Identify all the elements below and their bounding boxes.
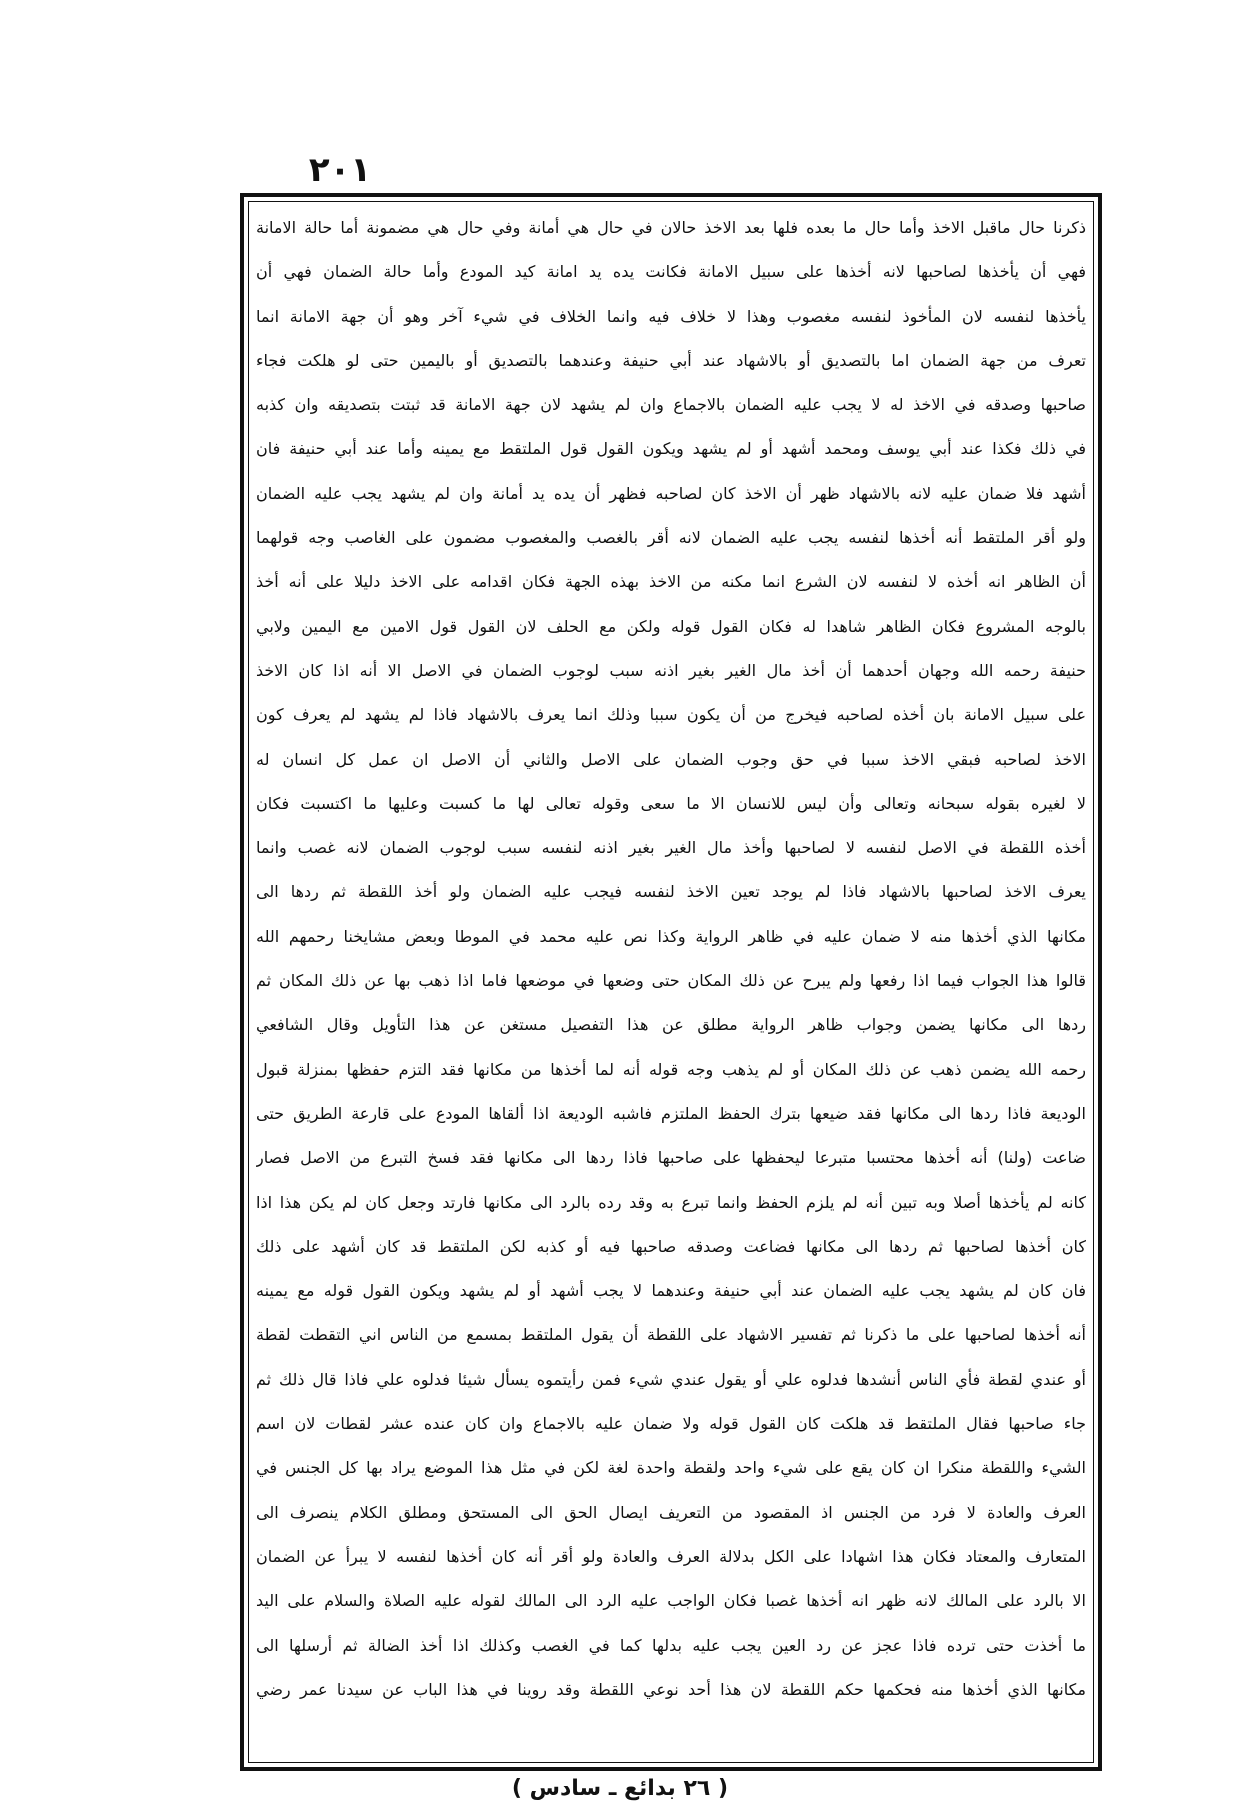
text-line: تعرف من جهة الضمان اما بالتصديق أو بالاشهاد عند أبي حنيفة وعندهما بالتصديق أو باليمين حتى لو هلكت فجاء bbox=[256, 350, 1086, 370]
text-line: ضاعت (ولنا) أنه أخذها محتسبا متبرعا ليحفظها على صاحبها فاذا ردها الى مكانها فقد فسخ التبرع من الاصل فصار bbox=[256, 1148, 1086, 1168]
text-line: بالوجه المشروع فكان الظاهر شاهدا له فكان القول قوله ولكن مع الحلف لان القول قول الامين مع اليمين ولابي bbox=[256, 616, 1086, 636]
text-line: العرف والعادة لا فرد من الجنس اذ المقصود من التعريف ايصال الحق الى المستحق ومطلق الكلام ينصرف الى bbox=[256, 1502, 1086, 1522]
text-line: ولو أقر الملتقط أنه أخذها لنفسه يجب عليه الضمان لانه أقر بالغصب والمغصوب مضمون على الغاصب وجه قولهما bbox=[256, 528, 1086, 548]
text-line: الاخذ لصاحبه فبقي الاخذ سببا في حق وجوب الضمان على الاصل والثاني أن الاصل ان عمل كل انسان له bbox=[256, 749, 1086, 769]
text-line: أو عندي لقطة فأي الناس أنشدها فدلوه علي أو يقول عندي شيء فمن رأيتموه يسأل شيئا فدلوه علي فاذا قال ذلك ثم bbox=[256, 1369, 1086, 1389]
text-line: أنه أخذها لصاحبها على ما ذكرنا ثم تفسير الاشهاد على اللقطة أن يقول الملتقط بمسمع من الناس اني التقطت لقطة bbox=[256, 1325, 1086, 1345]
text-line: قالوا هذا الجواب فيما اذا رفعها ولم يبرح عن ذلك المكان حتى وضعها في موضعها فاما اذا ذهب بها عن ذلك المكان ثم bbox=[256, 971, 1086, 991]
text-line: أن الظاهر انه أخذه لا لنفسه لان الشرع انما مكنه من الاخذ بهذه الجهة فكان اقدامه على الاخذ دليلا على أنه أخذ bbox=[256, 572, 1086, 592]
text-line: الوديعة فاذا ردها الى مكانها فقد ضيعها بترك الحفظ الملتزم فاشبه الوديعة اذا ألقاها المودع على قارعة الطريق حتى bbox=[256, 1103, 1086, 1123]
text-line: في ذلك فكذا عند أبي يوسف ومحمد أشهد أو لم يشهد ويكون القول قول الملتقط مع يمينه وأما عند أبي حنيفة فان bbox=[256, 439, 1086, 459]
text-line: الشيء واللقطة منكرا ان كان يقع على شيء واحد ولقطة واحدة لغة لكن في مثل هذا الموضع يراد بها كل الجنس في bbox=[256, 1458, 1086, 1478]
text-line: يعرف الاخذ لصاحبها بالاشهاد فاذا لم يوجد تعين الاخذ لنفسه فيجب عليه الضمان ولو أخذ اللقطة ثم ردها الى bbox=[256, 882, 1086, 902]
text-line: كان أخذها لصاحبها ثم ردها الى مكانها فضاعت وصدقه صاحبها فيه أو كذبه لكن الملتقط قد كان أشهد على ذلك bbox=[256, 1236, 1086, 1256]
text-line: لا لغيره بقوله سبحانه وتعالى وأن ليس للانسان الا ما سعى وقوله تعالى لها ما كسبت وعليها ما اكتسبت فكان bbox=[256, 793, 1086, 813]
text-line: رحمه الله يضمن ذهب عن ذلك المكان أو لم يذهب وجه قوله أنه لما أخذها من مكانها فقد التزم حفظها بمنزلة قبول bbox=[256, 1059, 1086, 1079]
text-line: المتعارف والمعتاد فكان هذا اشهادا على الكل بدلالة العرف والعادة ولو أقر أنه كان أخذها لنفسه لا يبرأ عن الضمان bbox=[256, 1546, 1086, 1566]
text-line: أخذه اللقطة في الاصل لنفسه لا لصاحبها وأخذ مال الغير بغير اذنه لنفسه سبب لوجوب الضمان لانه غصب وانما bbox=[256, 838, 1086, 858]
text-line: يأخذها لنفسه لان المأخوذ لنفسه مغصوب وهذا لا خلاف فيه وانما الخلاف في شيء آخر وهو أن جهة الامانة انما bbox=[256, 306, 1086, 326]
text-line: أشهد فلا ضمان عليه لانه بالاشهاد ظهر أن الاخذ كان لصاحبه فظهر أن يده يد أمانة وان لم يشهد يجب عليه الضمان bbox=[256, 483, 1086, 503]
text-line: حنيفة رحمه الله وجهان أحدهما أن أخذ مال الغير بغير اذنه سبب لوجوب الضمان في الاصل الا أنه اذا كان الاخذ bbox=[256, 660, 1086, 680]
text-line: ردها الى مكانها يضمن وجواب ظاهر الرواية مطلق عن هذا التفصيل مستغن عن هذا التأويل وقال الشافعي bbox=[256, 1015, 1086, 1035]
page-number: ٢٠١ bbox=[308, 150, 372, 190]
text-line: الا بالرد على المالك لانه ظهر انه أخذها غصبا فكان الواجب عليه الرد الى المالك لقوله عليه الصلاة والسلام على اليد bbox=[256, 1591, 1086, 1611]
text-line: فان كان لم يشهد يجب عليه الضمان عند أبي حنيفة وعندهما لا يجب أشهد أو لم يشهد ويكون القول قوله مع يمينه bbox=[256, 1281, 1086, 1301]
signature-mark: ( ٢٦ بدائع ـ سادس ) bbox=[511, 1776, 729, 1801]
text-line: جاء صاحبها فقال الملتقط قد هلكت كان القول قوله ولا ضمان عليه بالاجماع وان كان عنده عشر لقطات لان اسم bbox=[256, 1414, 1086, 1434]
text-line: فهي أن يأخذها لصاحبها لانه أخذها على سبيل الامانة فكانت يده يد امانة كيد المودع وأما حالة الضمان فهي أن bbox=[256, 262, 1086, 282]
text-line: ما أخذت حتى ترده فاذا عجز عن رد العين يجب عليه بدلها كما في الغصب وكذلك اذا أخذ الضالة ثم أرسلها الى bbox=[256, 1635, 1086, 1655]
text-line: كانه لم يأخذها أصلا وبه تبين أنه لم يلزم الحفظ وانما تبرع به وقد رده بالرد الى مكانها فارتد وجعل كان لم يكن هذا اذا bbox=[256, 1192, 1086, 1212]
text-line: ذكرنا حال ماقبل الاخذ وأما حال ما بعده فلها بعد الاخذ حالان في حال هي أمانة وفي حال هي مضمونة أما حالة الامانة bbox=[256, 218, 1086, 237]
main-text-block bbox=[256, 206, 1086, 1758]
text-line: على سبيل الامانة بان أخذه لصاحبه فيخرج من أن يكون سببا وذلك انما يعرف بالاشهاد فاذا لم يشهد لم يعرف كون bbox=[256, 705, 1086, 725]
text-line: صاحبها وصدقه في الاخذ له لا يجب عليه الضمان بالاجماع وان لم يشهد لان جهة الامانة قد ثبتت بتصديقه وان كذبه bbox=[256, 395, 1086, 415]
text-line: مكانها الذي أخذها منه لا ضمان عليه في ظاهر الرواية وكذا نص عليه محمد في الموطا وبعض مشايخنا رحمهم الله bbox=[256, 926, 1086, 946]
text-line: مكانها الذي أخذها منه فحكمها حكم اللقطة لان هذا أحد نوعي اللقطة وقد روينا في هذا الباب عن سيدنا عمر رضي bbox=[256, 1679, 1086, 1699]
